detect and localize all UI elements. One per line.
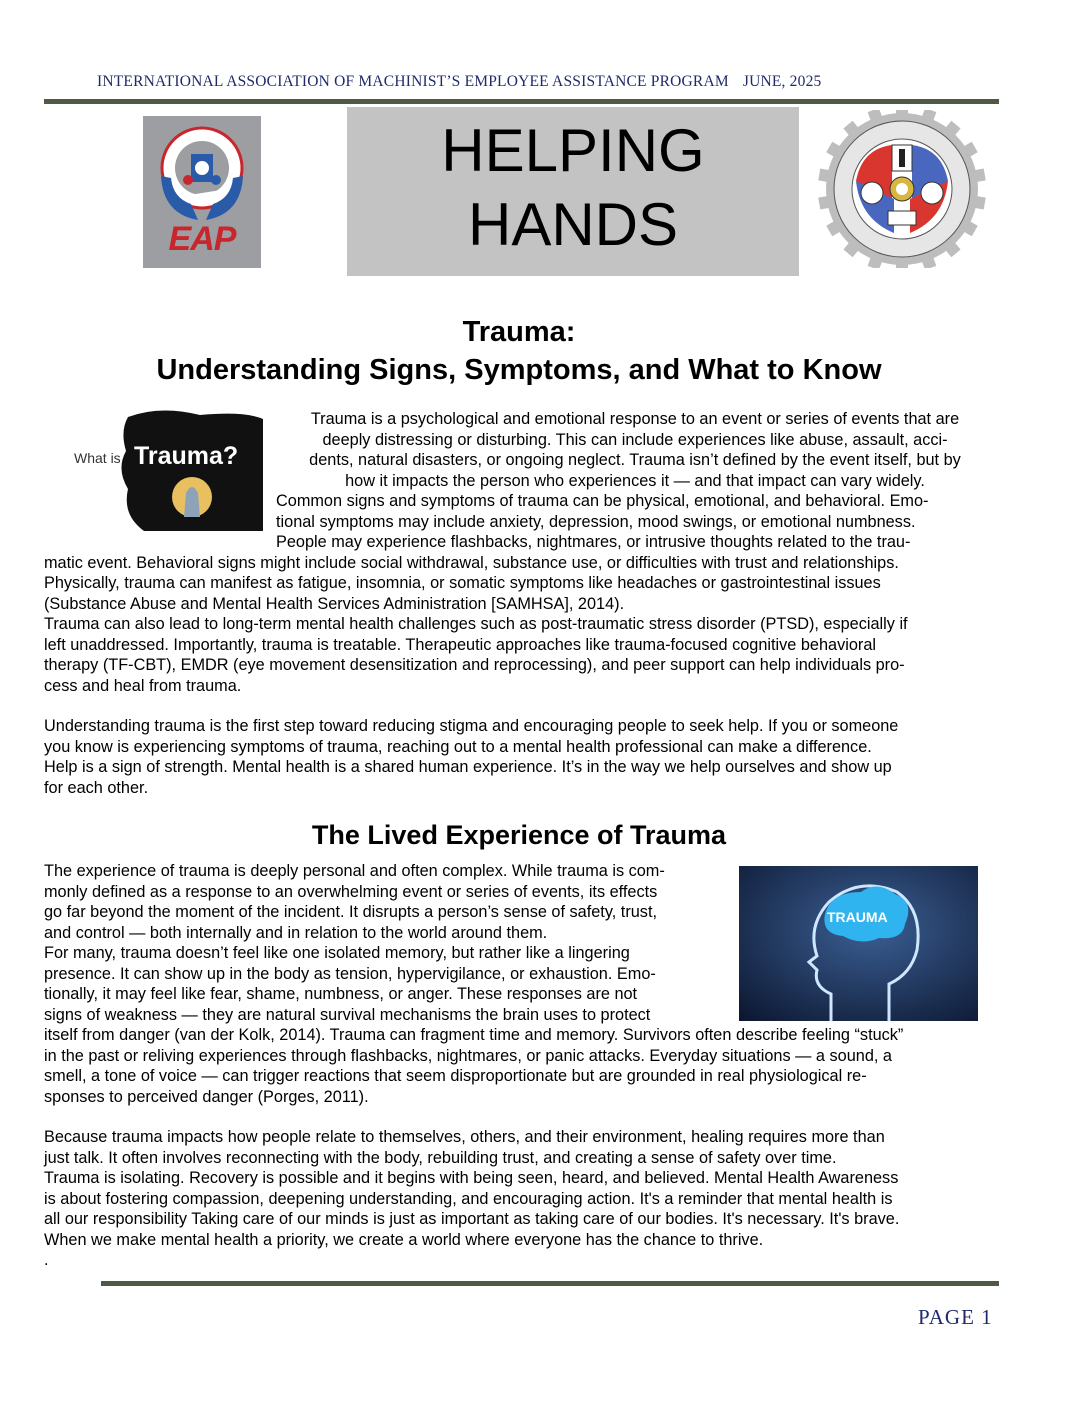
paragraph-line: (Substance Abuse and Mental Health Services Administration [SAMHSA], 2014). [44, 594, 625, 613]
newsletter-title [347, 107, 799, 276]
organization-name: INTERNATIONAL ASSOCIATION OF MACHINIST’S EMPLOYEE ASSISTANCE PROGRAM [97, 73, 729, 90]
paragraph-line: in the past or reliving experiences through flashbacks, nightmares, or panic attacks. Everyday situations — a sound, a [44, 1046, 892, 1065]
paragraph-line: Help is a sign of strength. Mental health is a shared human experience. It’s in the way we help ourselves and show up [44, 758, 892, 776]
paragraph-line: Common signs and symptoms of trauma can be physical, emotional, and behavioral. Emo- [276, 492, 929, 510]
paragraph-line: Because trauma impacts how people relate to themselves, others, and their environment, healing requires more than [44, 1128, 885, 1146]
title-line-2: HANDS [467, 191, 679, 258]
paragraph-line: matic event. Behavioral signs might include social withdrawal, substance use, or difficulties with trust and relationships. [44, 553, 899, 572]
section-heading: The Lived Experience of Trauma [311, 820, 727, 850]
image-word-text: TRAUMA [827, 909, 888, 925]
paragraph-line: When we make mental health a priority, we create a world where everyone has the chance to thrive. [44, 1230, 764, 1249]
paragraph-line: tionally, it may feel like fear, shame, numbness, or anger. These responses are not [44, 985, 638, 1003]
paragraph-line: all our responsibility Taking care of our minds is just as important as taking care of our bodies. It's necessary. It's brave. [44, 1210, 900, 1228]
issue-date: JUNE, 2025 [742, 73, 822, 90]
paragraph-line: just talk. It often involves reconnecting with the body, rebuilding trust, and creating a sense of safety over time. [44, 1148, 837, 1167]
image-word-text: Trauma? [134, 442, 239, 470]
bottom-divider [101, 1281, 999, 1286]
newsletter-header [97, 73, 821, 91]
eap-logo-text: EAP [168, 220, 236, 258]
paragraph-line: sponses to perceived danger (Porges, 2011). [44, 1087, 369, 1106]
what-is-trauma-image [70, 409, 263, 531]
paragraph-line: signs of weakness — they are natural survival mechanisms the brain uses to protect [44, 1005, 651, 1024]
paragraph-line: how it impacts the person who experiences it — and that impact can vary widely. [345, 471, 925, 490]
top-divider [44, 99, 999, 104]
paragraph-line: monly defined as a response to an overwhelming event or series of events, its effects [44, 882, 658, 901]
iam-gear-seal-logo [812, 110, 992, 268]
paragraph-line: Physically, trauma can manifest as fatigue, insomnia, or somatic symptoms like headaches or gastrointestinal issues [44, 574, 881, 592]
paragraph-line: left unaddressed. Importantly, trauma is treatable. Therapeutic approaches like trauma-focused cognitive behavioral [44, 635, 877, 654]
paragraph-line: People may experience flashbacks, nightmares, or intrusive thoughts related to the trau- [276, 533, 911, 551]
paragraph-line: cess and heal from trauma. [44, 676, 242, 695]
paragraph-line: and control — both internally and in relation to the world around them. [44, 923, 548, 942]
paragraph-line: go far beyond the moment of the incident. It disrupts a person’s sense of safety, trust, [44, 903, 657, 921]
paragraph-line: For many, trauma doesn’t feel like one isolated memory, but rather like a lingering [44, 944, 630, 962]
paragraph-line: presence. It can show up in the body as tension, hypervigilance, or exhaustion. Emo- [44, 964, 656, 983]
trauma-head-image [739, 866, 978, 1021]
paragraph-line: itself from danger (van der Kolk, 2014). Trauma can fragment time and memory. Survivors often describe feeling “stuck” [44, 1026, 904, 1044]
paragraph-line: dents, natural disasters, or ongoing neglect. Trauma isn’t defined by the event itself, but by [309, 451, 961, 469]
paragraph-line: tional symptoms may include anxiety, depression, mood swings, or emotional numbness. [276, 512, 916, 531]
paragraph-line: . [44, 1251, 49, 1269]
paragraph-line: is about fostering compassion, deepening understanding, and encouraging action. It's a reminder that mental health is [44, 1189, 893, 1208]
paragraph-line: The experience of trauma is deeply personal and often complex. While trauma is com- [44, 862, 665, 880]
paragraph-line: for each other. [44, 778, 149, 797]
paragraph-line: deeply distressing or disturbing. This can include experiences like abuse, assault, acci- [322, 430, 948, 449]
image-prefix-text: What is [74, 450, 121, 466]
paragraph-line: Understanding trauma is the first step toward reducing stigma and encouraging people to seek help. If you or someone [44, 717, 899, 735]
eap-logo [143, 116, 261, 268]
paragraph-line: Trauma is a psychological and emotional response to an event or series of events that are [310, 410, 960, 428]
paragraph-line: Trauma can also lead to long-term mental health challenges such as post-traumatic stress disorder (PTSD), especially if [44, 615, 908, 633]
paragraph-line: therapy (TF-CBT), EMDR (eye movement desensitization and reprocessing), and peer support can help individuals pro- [44, 656, 905, 674]
page-number: PAGE 1 [918, 1305, 993, 1329]
article-heading-line-1: Trauma: [462, 316, 576, 348]
paragraph-line: you know is experiencing symptoms of trauma, reaching out to a mental health professional can make a difference. [44, 737, 872, 756]
article-heading-line-2: Understanding Signs, Symptoms, and What to Know [156, 354, 882, 386]
paragraph-line: smell, a tone of voice — can trigger reactions that seem disproportionate but are grounded in real physiological re- [44, 1067, 867, 1085]
paragraph-line: Trauma is isolating. Recovery is possible and it begins with being seen, heard, and believed. Mental Health Awareness [44, 1169, 899, 1187]
title-line-1: HELPING [441, 117, 705, 184]
